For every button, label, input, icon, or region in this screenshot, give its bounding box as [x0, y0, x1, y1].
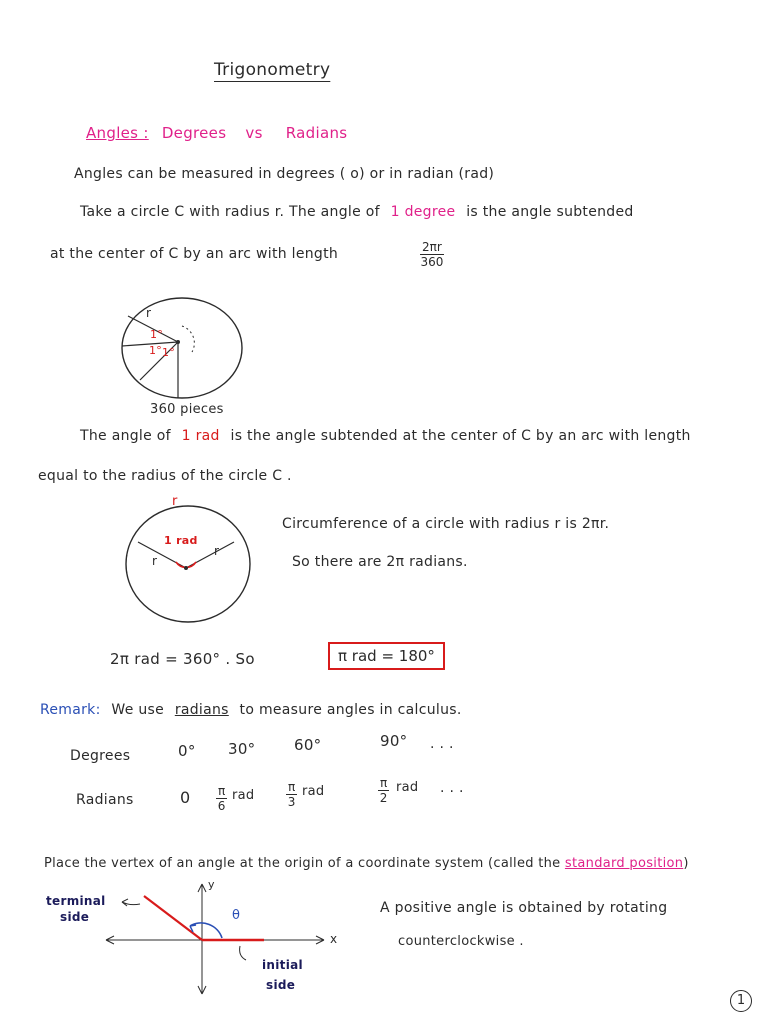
standard-text-post: )	[683, 856, 689, 871]
standard-position-line	[44, 856, 689, 871]
pi2-numerator: π	[380, 776, 388, 790]
degrees-row-label: Degrees	[70, 748, 131, 764]
degrees-value-0: 0°	[178, 742, 196, 760]
intro-line-3: at the center of C by an arc with length	[50, 246, 339, 262]
radians-value-pi-3	[286, 780, 297, 809]
equation-left: 2π rad = 360° . So	[110, 650, 255, 668]
remark-text-post: to measure angles in calculus.	[239, 702, 462, 718]
circumference-line-1: Circumference of a circle with radius r is 2πr.	[282, 516, 610, 532]
pi3-numerator: π	[288, 780, 296, 794]
theta-label: θ	[232, 908, 241, 923]
circle2-arc-label: r	[172, 494, 178, 509]
intro-line-2-pre: Take a circle C with radius r. The angle of	[80, 204, 380, 220]
positive-angle-line-2: counterclockwise .	[398, 934, 524, 949]
heading-degrees: Degrees	[161, 124, 227, 142]
rad-def-pre: The angle of	[80, 428, 171, 444]
radians-value-pi-2	[378, 776, 389, 805]
circle2-radius-left: r	[152, 554, 158, 568]
radians-value-0: 0	[180, 788, 191, 807]
standard-position-diagram	[100, 876, 340, 1000]
remark-radians-underlined: radians	[174, 702, 229, 718]
standard-position-highlight: standard position	[564, 856, 684, 871]
remark-label: Remark:	[40, 702, 101, 718]
circle1-radius-label: r	[146, 306, 152, 320]
arc-length-fraction	[420, 240, 444, 269]
page-title: Trigonometry	[214, 60, 331, 80]
circumference-line-2: So there are 2π radians.	[292, 554, 468, 570]
terminal-side-label-2: side	[60, 910, 90, 924]
radians-ellipsis: . . .	[440, 780, 464, 796]
pi3-unit: rad	[302, 784, 325, 799]
circle1-angle-label-2: 1°	[149, 344, 163, 357]
radians-value-pi-6	[216, 784, 227, 813]
pi2-denominator: 2	[379, 791, 388, 805]
radian-circle-diagram	[124, 504, 254, 624]
remark-line	[40, 702, 462, 718]
rad-def-post: is the angle subtended at the center of C by an arc with length	[230, 428, 691, 444]
initial-side-label-2: side	[266, 978, 296, 992]
pi6-unit: rad	[232, 788, 255, 803]
pi2-unit: rad	[396, 780, 419, 795]
circle2-radius-right: r	[214, 544, 220, 558]
boxed-equation: π rad = 180°	[328, 642, 445, 670]
intro-line-2-post: is the angle subtended	[466, 204, 634, 220]
degree-circle-diagram	[120, 296, 244, 402]
degrees-value-30: 30°	[228, 740, 256, 758]
pi6-denominator: 6	[217, 799, 226, 813]
circle1-angle-label-3: 1°	[162, 346, 176, 359]
x-axis-label: x	[330, 932, 338, 946]
degrees-ellipsis: . . .	[430, 736, 454, 752]
pi3-denominator: 3	[287, 795, 296, 809]
fraction-denominator: 360	[420, 255, 444, 269]
radians-row-label: Radians	[76, 792, 134, 808]
one-degree-highlight: 1 degree	[390, 204, 456, 220]
y-axis-label: y	[208, 878, 215, 891]
intro-line-1: Angles can be measured in degrees ( o) or in radian (rad)	[74, 166, 495, 182]
remark-text-pre: We use	[111, 702, 165, 718]
circle1-caption: 360 pieces	[150, 402, 224, 417]
circle1-angle-label-1: 1°	[150, 328, 164, 341]
intro-line-2	[80, 204, 634, 220]
fraction-numerator: 2πr	[422, 240, 442, 254]
heading-radians: Radians	[285, 124, 348, 142]
heading-vs: vs	[245, 124, 263, 142]
page-number: 1	[730, 990, 752, 1012]
heading-angles: Angles :	[86, 124, 149, 142]
circle2-angle-label: 1 rad	[164, 534, 198, 547]
initial-side-label-1: initial	[262, 958, 303, 972]
one-rad-highlight: 1 rad	[181, 428, 220, 444]
standard-text-pre: Place the vertex of an angle at the origin of a coordinate system (called the	[44, 856, 561, 871]
degrees-value-60: 60°	[294, 736, 322, 754]
rad-def-line-1	[80, 428, 691, 444]
degrees-value-90: 90°	[380, 732, 408, 750]
rad-def-line-2: equal to the radius of the circle C .	[38, 468, 292, 484]
section-heading	[86, 124, 347, 142]
pi6-numerator: π	[218, 784, 226, 798]
positive-angle-line-1: A positive angle is obtained by rotating	[380, 900, 668, 916]
terminal-side-label-1: terminal	[46, 894, 106, 908]
